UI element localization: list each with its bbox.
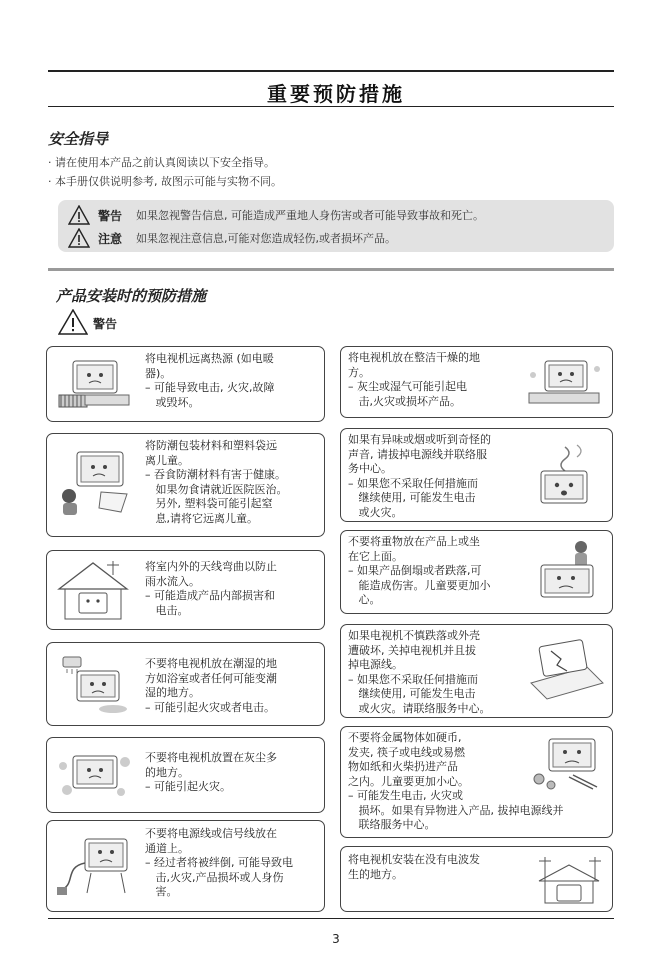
safety-bullet-2: · 本手册仅供说明参考, 故图示可能与实物不同。	[48, 175, 282, 188]
card-right-3-text: 不要将重物放在产品上或坐 在它上面。 – 如果产品倒塌或者跌落,可 能造成伤害。儿童要更加小 心。	[348, 535, 491, 606]
caution-triangle-icon	[68, 228, 90, 248]
title-rule	[48, 106, 614, 107]
card-left-3	[46, 550, 325, 630]
caution-label: 注意	[98, 231, 123, 246]
tv-heavy-icon	[527, 539, 607, 603]
safety-heading: 安全指导	[48, 130, 109, 148]
card-right-2-text: 如果有异味或烟或听到奇怪的 声音, 请拔掉电源线并联络服 务中心。 – 如果您不采取任何措施而 继续使用, 可能发生电击 或火灾。	[348, 433, 491, 519]
card-right-6-text: 将电视机安装在没有电波发 生的地方。	[348, 853, 480, 881]
tv-wet-icon	[55, 653, 135, 717]
tv-smoke-icon	[525, 443, 605, 513]
install-heading: 产品安装时的预防措施	[56, 287, 207, 305]
card-right-3	[340, 530, 613, 614]
card-left-4	[46, 642, 325, 726]
card-right-5	[340, 726, 613, 838]
warning-text: 如果忽视警告信息, 可能造成严重地人身伤害或者可能导致事故和死亡。	[136, 209, 484, 222]
tv-wave-icon	[529, 851, 609, 907]
card-left-3-text: 将室内外的天线弯曲以防止 雨水流入。 – 可能造成产品内部损害和 电击。	[145, 560, 277, 617]
card-right-2	[340, 428, 613, 522]
tv-cable-icon	[55, 833, 135, 899]
tv-dust-icon	[55, 746, 135, 804]
card-left-5	[46, 737, 325, 813]
caution-text: 如果忽视注意信息,可能对您造成轻伤,或者损坏产品。	[136, 232, 396, 245]
card-right-5-text: 不要将金属物体如硬币, 发夹, 筷子或电线或易燃 物如纸和火柴扔进产品 之内。儿童要更加小心。 – 可能发生电击, 火灾或 损坏。如果有异物进入产品, 拔掉电源线并 联络服务中心。	[348, 731, 564, 831]
card-right-4	[340, 624, 613, 718]
card-left-6	[46, 820, 325, 912]
card-left-1-text: 将电视机远离热源 (如电暖 器)。 – 可能导致电击, 火灾,故障 或毁坏。	[145, 352, 275, 409]
card-left-5-text: 不要将电视机放置在灰尘多 的地方。 – 可能引起火灾。	[145, 751, 277, 793]
bottom-rule	[48, 918, 614, 919]
tv-house-antenna-icon	[53, 559, 133, 623]
card-right-1-text: 将电视机放在整洁干燥的地 方。 – 灰尘或湿气可能引起电 击,火灾或损坏产品。	[348, 351, 480, 408]
card-left-4-text: 不要将电视机放在潮湿的地 方如浴室或者任何可能变潮 湿的地方。 – 可能引起火灾或者电击。	[145, 657, 277, 714]
warning-legend-box	[58, 200, 614, 252]
tv-broken-icon	[527, 637, 607, 705]
card-left-2-text: 将防潮包装材料和塑料袋远 离儿童。 – 吞食防潮材料有害于健康。 如果勿食请就近医院医治。 另外, 塑料袋可能引起窒 息,请将它远离儿童。	[145, 439, 288, 525]
install-warning-label: 警告	[93, 317, 118, 331]
tv-child-icon	[55, 448, 135, 518]
install-warning-icon	[58, 309, 88, 335]
card-right-4-text: 如果电视机不慎跌落或外壳 遭破坏, 关掉电视机并且拔 掉电源线。 – 如果您不采取任何措施而 继续使用, 可能发生电击 或火灾。请联络服务中心。	[348, 629, 491, 715]
card-right-6	[340, 846, 613, 912]
section-separator	[48, 268, 614, 271]
page-title: 重要预防措施	[267, 82, 405, 106]
safety-bullet-1: · 请在使用本产品之前认真阅读以下安全指导。	[48, 156, 275, 169]
card-left-1	[46, 346, 325, 422]
tv-clean-icon	[525, 355, 605, 409]
tv-heater-icon	[55, 355, 135, 411]
top-rule	[48, 70, 614, 72]
page-number: 3	[332, 932, 340, 946]
card-left-2	[46, 433, 325, 537]
card-left-6-text: 不要将电源线或信号线放在 通道上。 – 经过者将被绊倒, 可能导致电 击,火灾,产品损坏或人身伤 害。	[145, 827, 293, 898]
warning-triangle-icon	[68, 205, 90, 225]
warning-label: 警告	[98, 208, 123, 223]
card-right-1	[340, 346, 613, 418]
